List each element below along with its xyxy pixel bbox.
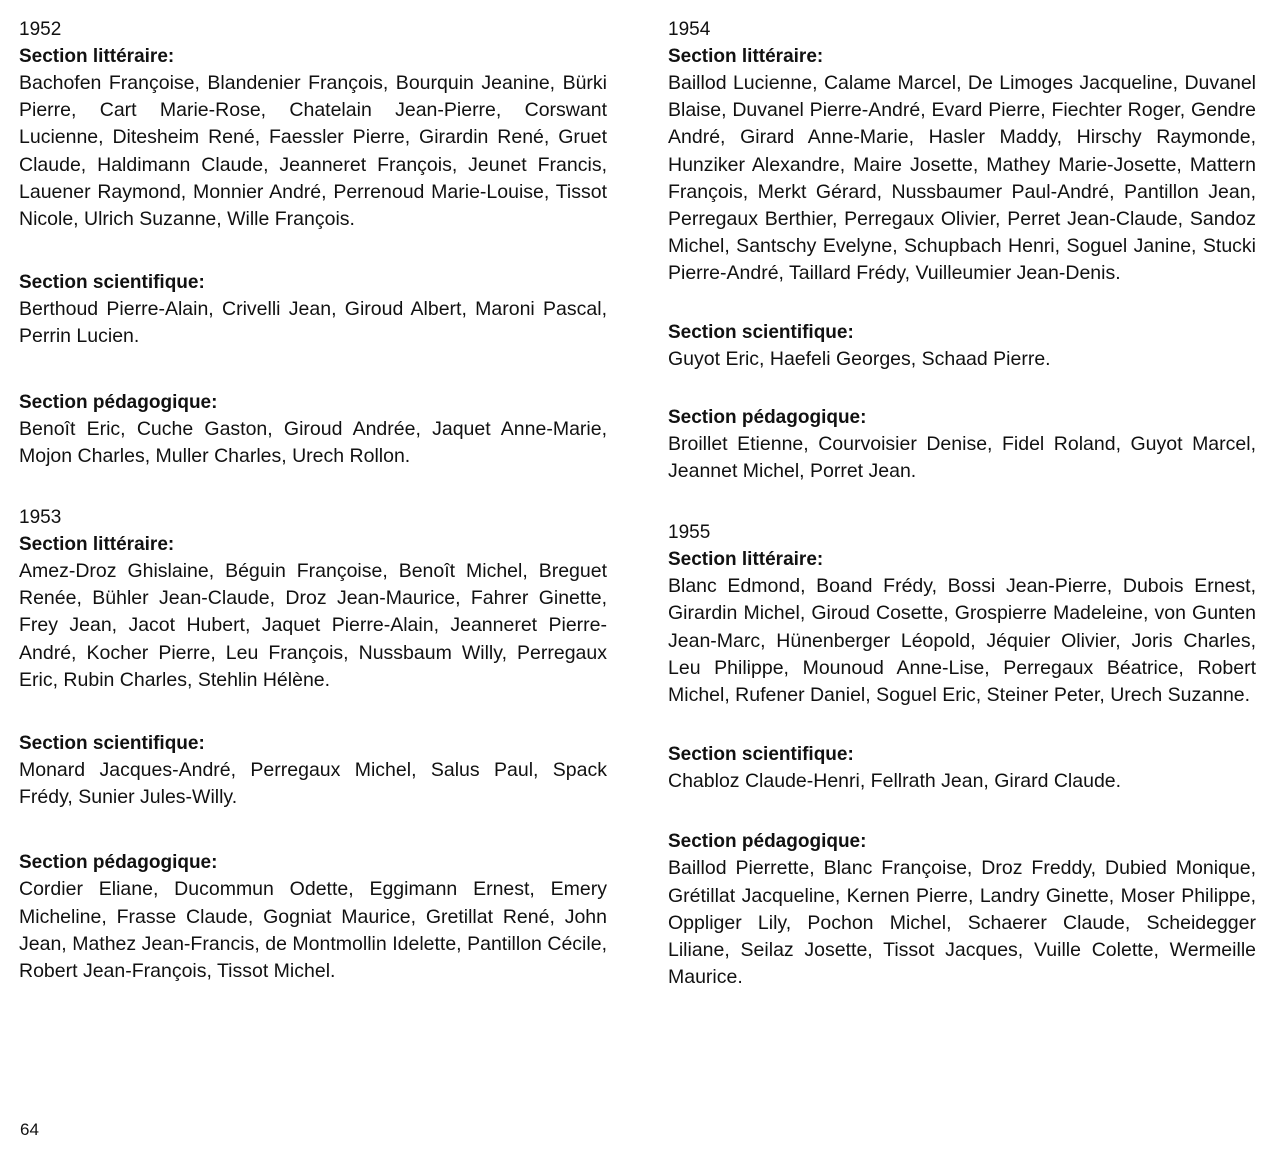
year-heading: 1952 bbox=[19, 19, 62, 40]
year-block-1954 bbox=[668, 16, 1256, 485]
section-heading: Section littéraire: bbox=[668, 46, 824, 67]
student-list: Chabloz Claude-Henri, Fellrath Jean, Girard Claude. bbox=[668, 770, 1122, 793]
left-column bbox=[19, 16, 607, 985]
year-heading: 1954 bbox=[668, 19, 711, 40]
student-list: Monard Jacques-André, Perregaux Michel, Salus Paul, Spack Frédy, Sunier Jules-Willy. bbox=[19, 759, 607, 809]
section-litteraire bbox=[668, 43, 1256, 288]
student-list: Amez-Droz Ghislaine, Béguin Françoise, Benoît Michel, Breguet Renée, Bühler Jean-Claude, Droz Jean-Maurice, Fahrer Ginette, Frey Jean, Jacot Hubert, Jaquet Pierre-Alain, Jeanneret Pierre-André, Kocher Pierre, Leu François, Nussbaum Willy, Perregaux Eric, Rubin Charles, Stehlin Hélène. bbox=[19, 560, 607, 691]
section-pedagogique bbox=[668, 828, 1256, 991]
year-heading: 1953 bbox=[19, 507, 62, 529]
student-list: Cordier Eliane, Ducommun Odette, Eggimann Ernest, Emery Micheline, Frasse Claude, Gogniat Maurice, Gretillat René, John Jean, Mathez Jean-Francis, de Montmollin Idelette, Pantillon Cécile, Robert Jean-François, Tissot Michel. bbox=[19, 878, 607, 983]
section-litteraire bbox=[668, 546, 1256, 709]
student-list: Baillod Lucienne, Calame Marcel, De Limoges Jacqueline, Duvanel Blaise, Duvanel Pierre-André, Evard Pierre, Fiechter Roger, Gendre André, Girard Anne-Marie, Hasler Maddy, Hirschy Raymonde, Hunziker Alexandre, Maire Josette, Mathey Marie-Josette, Mattern François, Merkt Gérard, Nussbaumer Paul-André, Pantillon Jean, Perregaux Berthier, Perregaux Olivier, Perret Jean-Claude, Sandoz Michel, Santschy Evelyne, Schupbach Henri, Soguel Janine, Stucki Pierre-André, Taillard Frédy, Vuilleumier Jean-Denis. bbox=[668, 72, 1256, 285]
section-heading: Section littéraire: bbox=[668, 549, 824, 571]
section-heading: Section scientifique: bbox=[19, 733, 205, 755]
section-scientifique bbox=[668, 741, 1256, 795]
student-list: Baillod Pierrette, Blanc Françoise, Droz Freddy, Dubied Monique, Grétillat Jacqueline, Kernen Pierre, Landry Ginette, Moser Philippe, Oppliger Lily, Pochon Michel, Schaerer Claude, Scheidegger Liliane, Seilaz Josette, Tissot Jacques, Vuille Colette, Wermeille Maurice. bbox=[668, 857, 1256, 989]
section-heading: Section pédagogique: bbox=[19, 852, 218, 874]
student-list: Bachofen Françoise, Blandenier François, Bourquin Jeanine, Bürki Pierre, Cart Marie-Rose, Chatelain Jean-Pierre, Corswant Lucienne, Ditesheim René, Faessler Pierre, Girardin René, Gruet Claude, Haldimann Claude, Jeanneret François, Jeunet Francis, Lauener Raymond, Monnier André, Perrenoud Marie-Louise, Tissot Nicole, Ulrich Suzanne, Wille François. bbox=[19, 72, 607, 231]
section-scientifique bbox=[19, 269, 607, 350]
section-scientifique bbox=[19, 730, 607, 811]
section-heading: Section scientifique: bbox=[668, 321, 854, 343]
year-block-1952 bbox=[19, 16, 607, 470]
section-heading: Section scientifique: bbox=[19, 272, 205, 294]
section-pedagogique bbox=[19, 389, 607, 470]
section-heading: Section pédagogique: bbox=[668, 406, 867, 428]
student-list: Guyot Eric, Haefeli Georges, Schaad Pierre. bbox=[668, 347, 1051, 370]
right-column bbox=[668, 16, 1256, 991]
section-heading: Section littéraire: bbox=[19, 534, 175, 556]
page-number: 64 bbox=[20, 1120, 39, 1139]
year-block-1955 bbox=[668, 519, 1256, 991]
section-litteraire bbox=[19, 43, 607, 233]
year-block-1953 bbox=[19, 504, 607, 985]
section-litteraire bbox=[19, 531, 607, 694]
section-heading: Section pédagogique: bbox=[668, 831, 867, 853]
student-list: Berthoud Pierre-Alain, Crivelli Jean, Giroud Albert, Maroni Pascal, Perrin Lucien. bbox=[19, 298, 607, 348]
section-heading: Section scientifique: bbox=[668, 744, 854, 766]
student-list: Benoît Eric, Cuche Gaston, Giroud Andrée, Jaquet Anne-Marie, Mojon Charles, Muller Charles, Urech Rollon. bbox=[19, 417, 607, 467]
section-pedagogique bbox=[19, 849, 607, 985]
section-heading: Section littéraire: bbox=[19, 46, 175, 67]
student-list: Broillet Etienne, Courvoisier Denise, Fidel Roland, Guyot Marcel, Jeannet Michel, Porret Jean. bbox=[668, 432, 1256, 483]
year-heading: 1955 bbox=[668, 522, 711, 544]
student-list: Blanc Edmond, Boand Frédy, Bossi Jean-Pierre, Dubois Ernest, Girardin Michel, Giroud Cosette, Grospierre Madeleine, von Gunten Jean-Marc, Hünenberger Léopold, Jéquier Olivier, Joris Charles, Leu Philippe, Mounoud Anne-Lise, Perregaux Béatrice, Robert Michel, Rufener Daniel, Soguel Eric, Steiner Peter, Urech Suzanne. bbox=[668, 575, 1256, 707]
section-scientifique bbox=[668, 319, 1256, 373]
section-heading: Section pédagogique: bbox=[19, 391, 218, 413]
section-pedagogique bbox=[668, 404, 1256, 485]
